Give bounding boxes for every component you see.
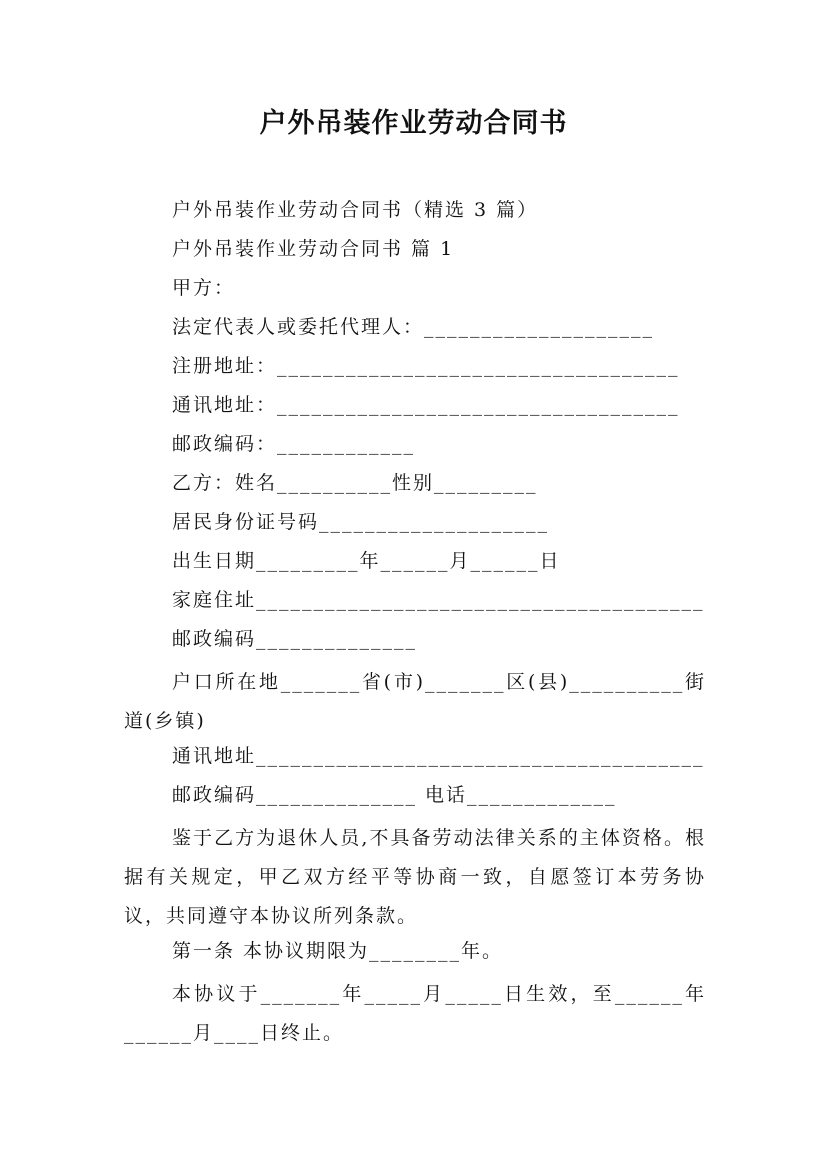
registered-address-field: 注册地址：___________________________________	[172, 355, 680, 377]
article-1: 第一条 本协议期限为________年。	[172, 940, 504, 962]
id-number-field: 居民身份证号码____________________	[172, 511, 550, 533]
party-b-name-gender-field: 乙方：姓名__________性别_________	[172, 472, 538, 494]
document-body	[124, 195, 706, 1053]
legal-representative-field: 法定代表人或委托代理人：____________________	[172, 316, 655, 338]
hukou-location-field: 户口所在地_______省(市)_______区(县)__________街道(乡镇)	[124, 671, 706, 732]
birth-date-field: 出生日期_________年______月______日	[172, 550, 561, 572]
effective-period-paragraph: 本协议于_______年_____月_____日生效，至______年______月____日终止。	[124, 983, 706, 1044]
postal-code-field: 邮政编码：____________	[172, 433, 416, 455]
section-heading: 户外吊装作业劳动合同书 篇 1	[172, 238, 455, 260]
mailing-address-field-b: 通讯地址_______________________________________	[172, 745, 705, 767]
postal-code-phone-field: 邮政编码______________ 电话_____________	[172, 784, 617, 806]
subtitle-line: 户外吊装作业劳动合同书（精选 3 篇）	[172, 199, 539, 221]
party-a-label: 甲方：	[172, 277, 236, 299]
mailing-address-field: 通讯地址：___________________________________	[172, 394, 680, 416]
document-title: 户外吊装作业劳动合同书	[259, 108, 568, 139]
preamble-paragraph: 鉴于乙方为退休人员,不具备劳动法律关系的主体资格。根据有关规定，甲乙双方经平等协商一致，自愿签订本劳务协议，共同遵守本协议所列条款。	[124, 827, 706, 927]
home-address-field: 家庭住址_______________________________________	[172, 589, 705, 611]
postal-code-field-b: 邮政编码______________	[172, 628, 418, 650]
